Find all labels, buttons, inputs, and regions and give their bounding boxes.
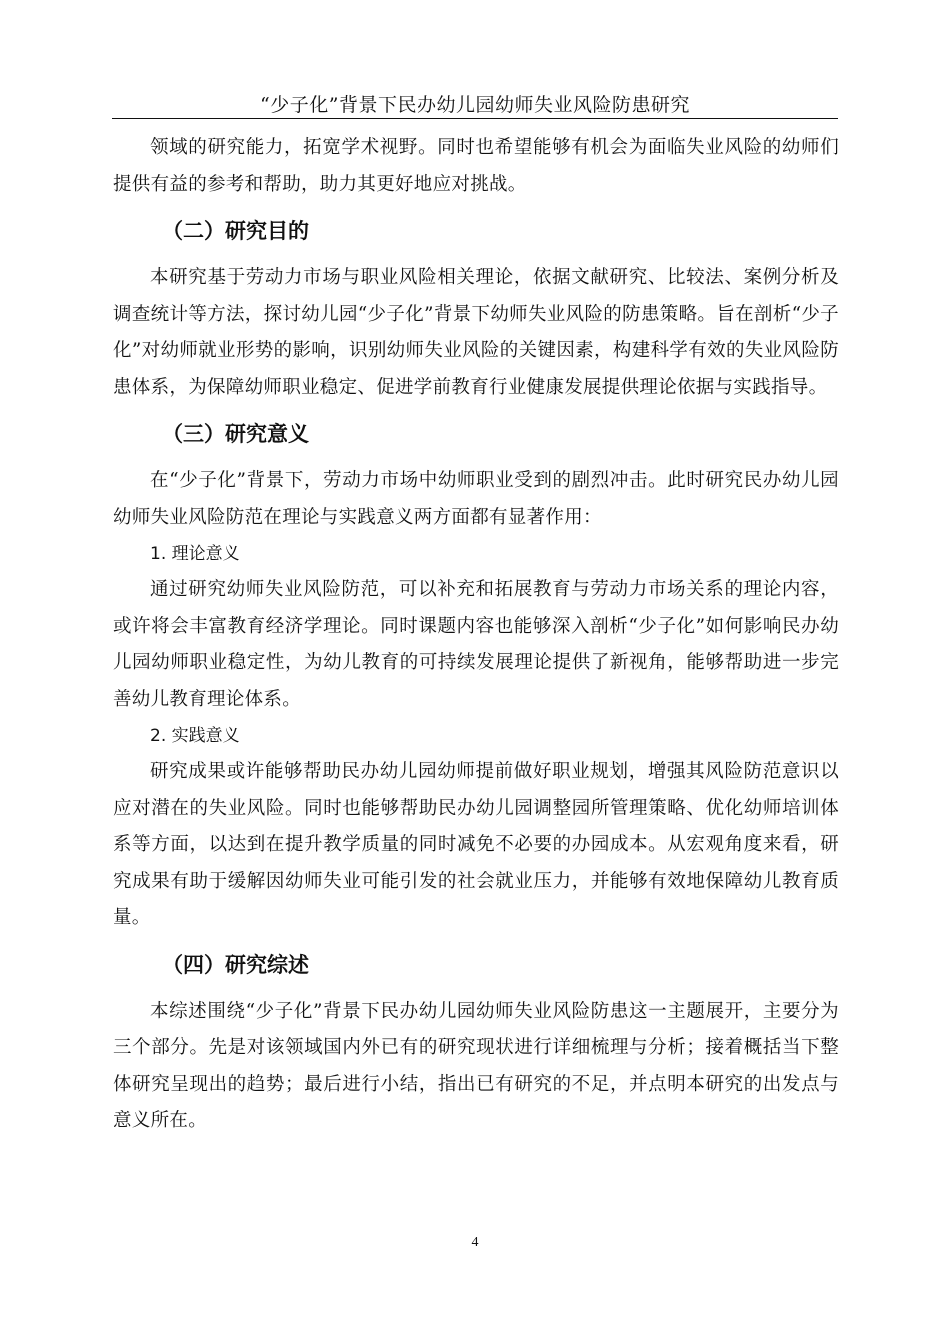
practical-significance-paragraph: 研究成果或许能够帮助民办幼儿园幼师提前做好职业规划，增强其风险防范意识以应对潜在的失业风险。同时也能够帮助民办幼儿园调整园所管理策略、优化幼师培训体系等方面，以达到在提升教学质量的同时减免不必要的办园成本。从宏观角度来看，研究成果有助于缓解因幼师失业可能引发的社会就业压力，并能够有效地保障幼儿教育质量。 xyxy=(113,761,839,928)
subheading-practical-significance: 2. 实践意义 xyxy=(150,726,240,746)
header-divider xyxy=(112,118,838,119)
purpose-paragraph: 本研究基于劳动力市场与职业风险相关理论，依据文献研究、比较法、案例分析及调查统计等方法，探讨幼儿园“少子化”背景下幼师失业风险的防患策略。旨在剖析“少子化”对幼师就业形势的影响，识别幼师失业风险的关键因素，构建科学有效的失业风险防患体系，为保障幼师职业稳定、促进学前教育行业健康发展提供理论依据与实践指导。 xyxy=(113,267,839,398)
section-heading-review: （四）研究综述 xyxy=(162,952,309,977)
page-number: 4 xyxy=(471,1235,479,1250)
section-heading-purpose: （二）研究目的 xyxy=(162,219,309,243)
significance-paragraph: 在“少子化”背景下，劳动力市场中幼师职业受到的剧烈冲击。此时研究民办幼儿园幼师失业风险防范在理论与实践意义两方面都有显著作用： xyxy=(113,470,839,528)
subheading-theoretical-significance: 1. 理论意义 xyxy=(150,544,240,564)
section-heading-significance: （三）研究意义 xyxy=(162,422,309,446)
theoretical-significance-paragraph: 通过研究幼师失业风险防范，可以补充和拓展教育与劳动力市场关系的理论内容，或许将会丰富教育经济学理论。同时课题内容也能够深入剖析“少子化”如何影响民办幼儿园幼师职业稳定性，为幼儿教育的可持续发展理论提供了新视角，能够帮助进一步完善幼儿教育理论体系。 xyxy=(113,579,839,710)
running-header-title: “少子化”背景下民办幼儿园幼师失业风险防患研究 xyxy=(260,94,690,116)
page-body xyxy=(113,130,839,1140)
review-paragraph: 本综述围绕“少子化”背景下民办幼儿园幼师失业风险防患这一主题展开，主要分为三个部分。先是对该领域国内外已有的研究现状进行详细梳理与分析；接着概括当下整体研究呈现出的趋势；最后进行小结，指出已有研究的不足，并点明本研究的出发点与意义所在。 xyxy=(113,1000,839,1131)
intro-paragraph: 领域的研究能力，拓宽学术视野。同时也希望能够有机会为面临失业风险的幼师们提供有益的参考和帮助，助力其更好地应对挑战。 xyxy=(113,137,839,195)
